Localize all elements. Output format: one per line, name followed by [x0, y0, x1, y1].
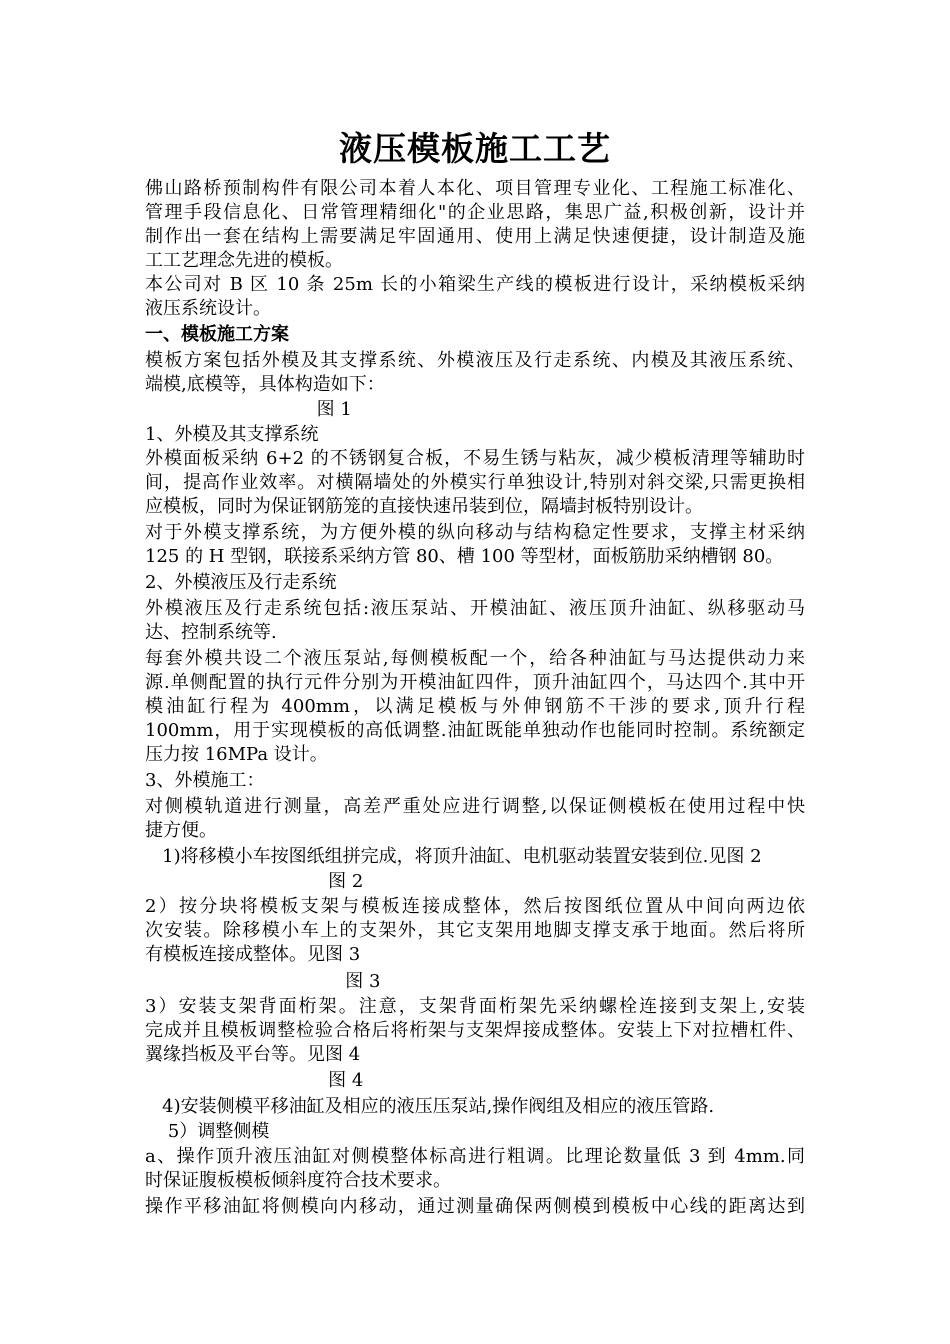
- text-line: 液压系统设计。: [145, 298, 271, 319]
- text-line: 5）调整侧模: [145, 1121, 270, 1142]
- text-line: 源.单侧配置的执行元件分别为开模油缸四件，顶升油缸四个，马达四个.其中开: [145, 672, 805, 693]
- text-line: 100mm，用于实现模板的高低调整.油缸既能单独动作也能同时控制。系统额定: [145, 720, 805, 741]
- text-line: 4)安装侧模平移油缸及相应的液压压泵站,操作阀组及相应的液压管路.: [145, 1096, 715, 1117]
- text-line: 本公司对 B 区 10 条 25m 长的小箱梁生产线的模板进行设计，采纳模板采纳: [145, 274, 805, 295]
- text-line: 捷方便。: [145, 820, 217, 841]
- figure-label: 图 2: [145, 871, 364, 892]
- text-line: 达、控制系统等.: [145, 622, 277, 643]
- text-line: 压力按 16MPa 设计。: [145, 744, 328, 765]
- figure-label: 图 4: [145, 1070, 364, 1091]
- document-title: 液压模板施工工艺: [339, 129, 611, 168]
- text-line: 每套外模共设二个液压泵站,每侧模板配一个，给各种油缸与马达提供动力来: [145, 648, 805, 669]
- text-line: 时保证腹板模板倾斜度符合技术要求。: [145, 1170, 451, 1191]
- text-line: 端模,底模等，具体构造如下：: [145, 374, 385, 395]
- section-heading: 一、模板施工方案: [145, 324, 289, 345]
- text-line: 外模液压及行走系统包括:液压泵站、开模油缸、液压顶升油缸、纵移驱动马: [145, 598, 805, 619]
- figure-label: 图 3: [145, 971, 381, 992]
- text-line: 外模面板采纳 6+2 的不锈钢复合板，不易生锈与粘灰，减少模板清理等辅助时: [145, 448, 805, 469]
- text-line: 间，提高作业效率。对横隔墙处的外模实行单独设计,特别对斜交梁,只需更换相: [145, 472, 805, 493]
- text-line: 模油缸行程为 400mm，以满足模板与外伸钢筋不干涉的要求,顶升行程: [145, 696, 805, 717]
- text-line: 有模板连接成整体。见图 3: [145, 944, 361, 965]
- text-line: 模板方案包括外模及其支撑系统、外模液压及行走系统、内模及其液压系统、: [145, 350, 805, 371]
- text-line: 次安装。除移模小车上的支架外，其它支架用地脚支撑支承于地面。然后将所: [145, 920, 805, 941]
- text-line: 对于外模支撑系统，为方便外模的纵向移动与结构稳定性要求，支撑主材采纳: [145, 522, 805, 543]
- subsection-heading: 1、外模及其支撑系统: [145, 424, 319, 445]
- text-line: 制作出一套在结构上需要满足牢固通用、使用上满足快速便捷，设计制造及施: [145, 226, 805, 247]
- text-line: 佛山路桥预制构件有限公司本着人本化、项目管理专业化、工程施工标准化、: [145, 178, 805, 199]
- text-line: 对侧模轨道进行测量，高差严重处应进行调整,以保证侧模板在使用过程中快: [145, 796, 805, 817]
- text-line: 1)将移模小车按图纸组拼完成，将顶升油缸、电机驱动装置安装到位.见图 2: [145, 846, 762, 867]
- figure-label: 图 1: [145, 399, 352, 420]
- text-line: 125 的 H 型钢，联接系采纳方管 80、槽 100 等型材，面板筋肋采纳槽钢 80。: [145, 546, 784, 567]
- subsection-heading: 2、外模液压及行走系统: [145, 572, 337, 593]
- text-line: a、操作顶升液压油缸对侧模整体标高进行粗调。比理论数量低 3 到 4mm.同: [145, 1146, 805, 1167]
- text-line: 工工艺理念先进的模板。: [145, 250, 343, 271]
- text-line: 3）安装支架背面桁架。注意，支架背面桁架先采纳螺栓连接到支架上,安装: [145, 996, 805, 1017]
- subsection-heading: 3、外模施工：: [145, 770, 265, 791]
- text-line: 管理手段信息化、日常管理精细化"的企业思路，集思广益,积极创新，设计并: [145, 202, 805, 223]
- text-line: 2）按分块将模板支架与模板连接成整体，然后按图纸位置从中间向两边依: [145, 896, 805, 917]
- text-line: 应模板，同时为保证钢筋笼的直接快速吊装到位，隔墙封板特别设计。: [145, 496, 703, 517]
- text-line: 操作平移油缸将侧模向内移动，通过测量确保两侧模到模板中心线的距离达到: [145, 1196, 805, 1217]
- text-line: 翼缘挡板及平台等。见图 4: [145, 1044, 361, 1065]
- text-line: 完成并且模板调整检验合格后将桁架与支架焊接成整体。安装上下对拉槽杠件、: [145, 1020, 805, 1041]
